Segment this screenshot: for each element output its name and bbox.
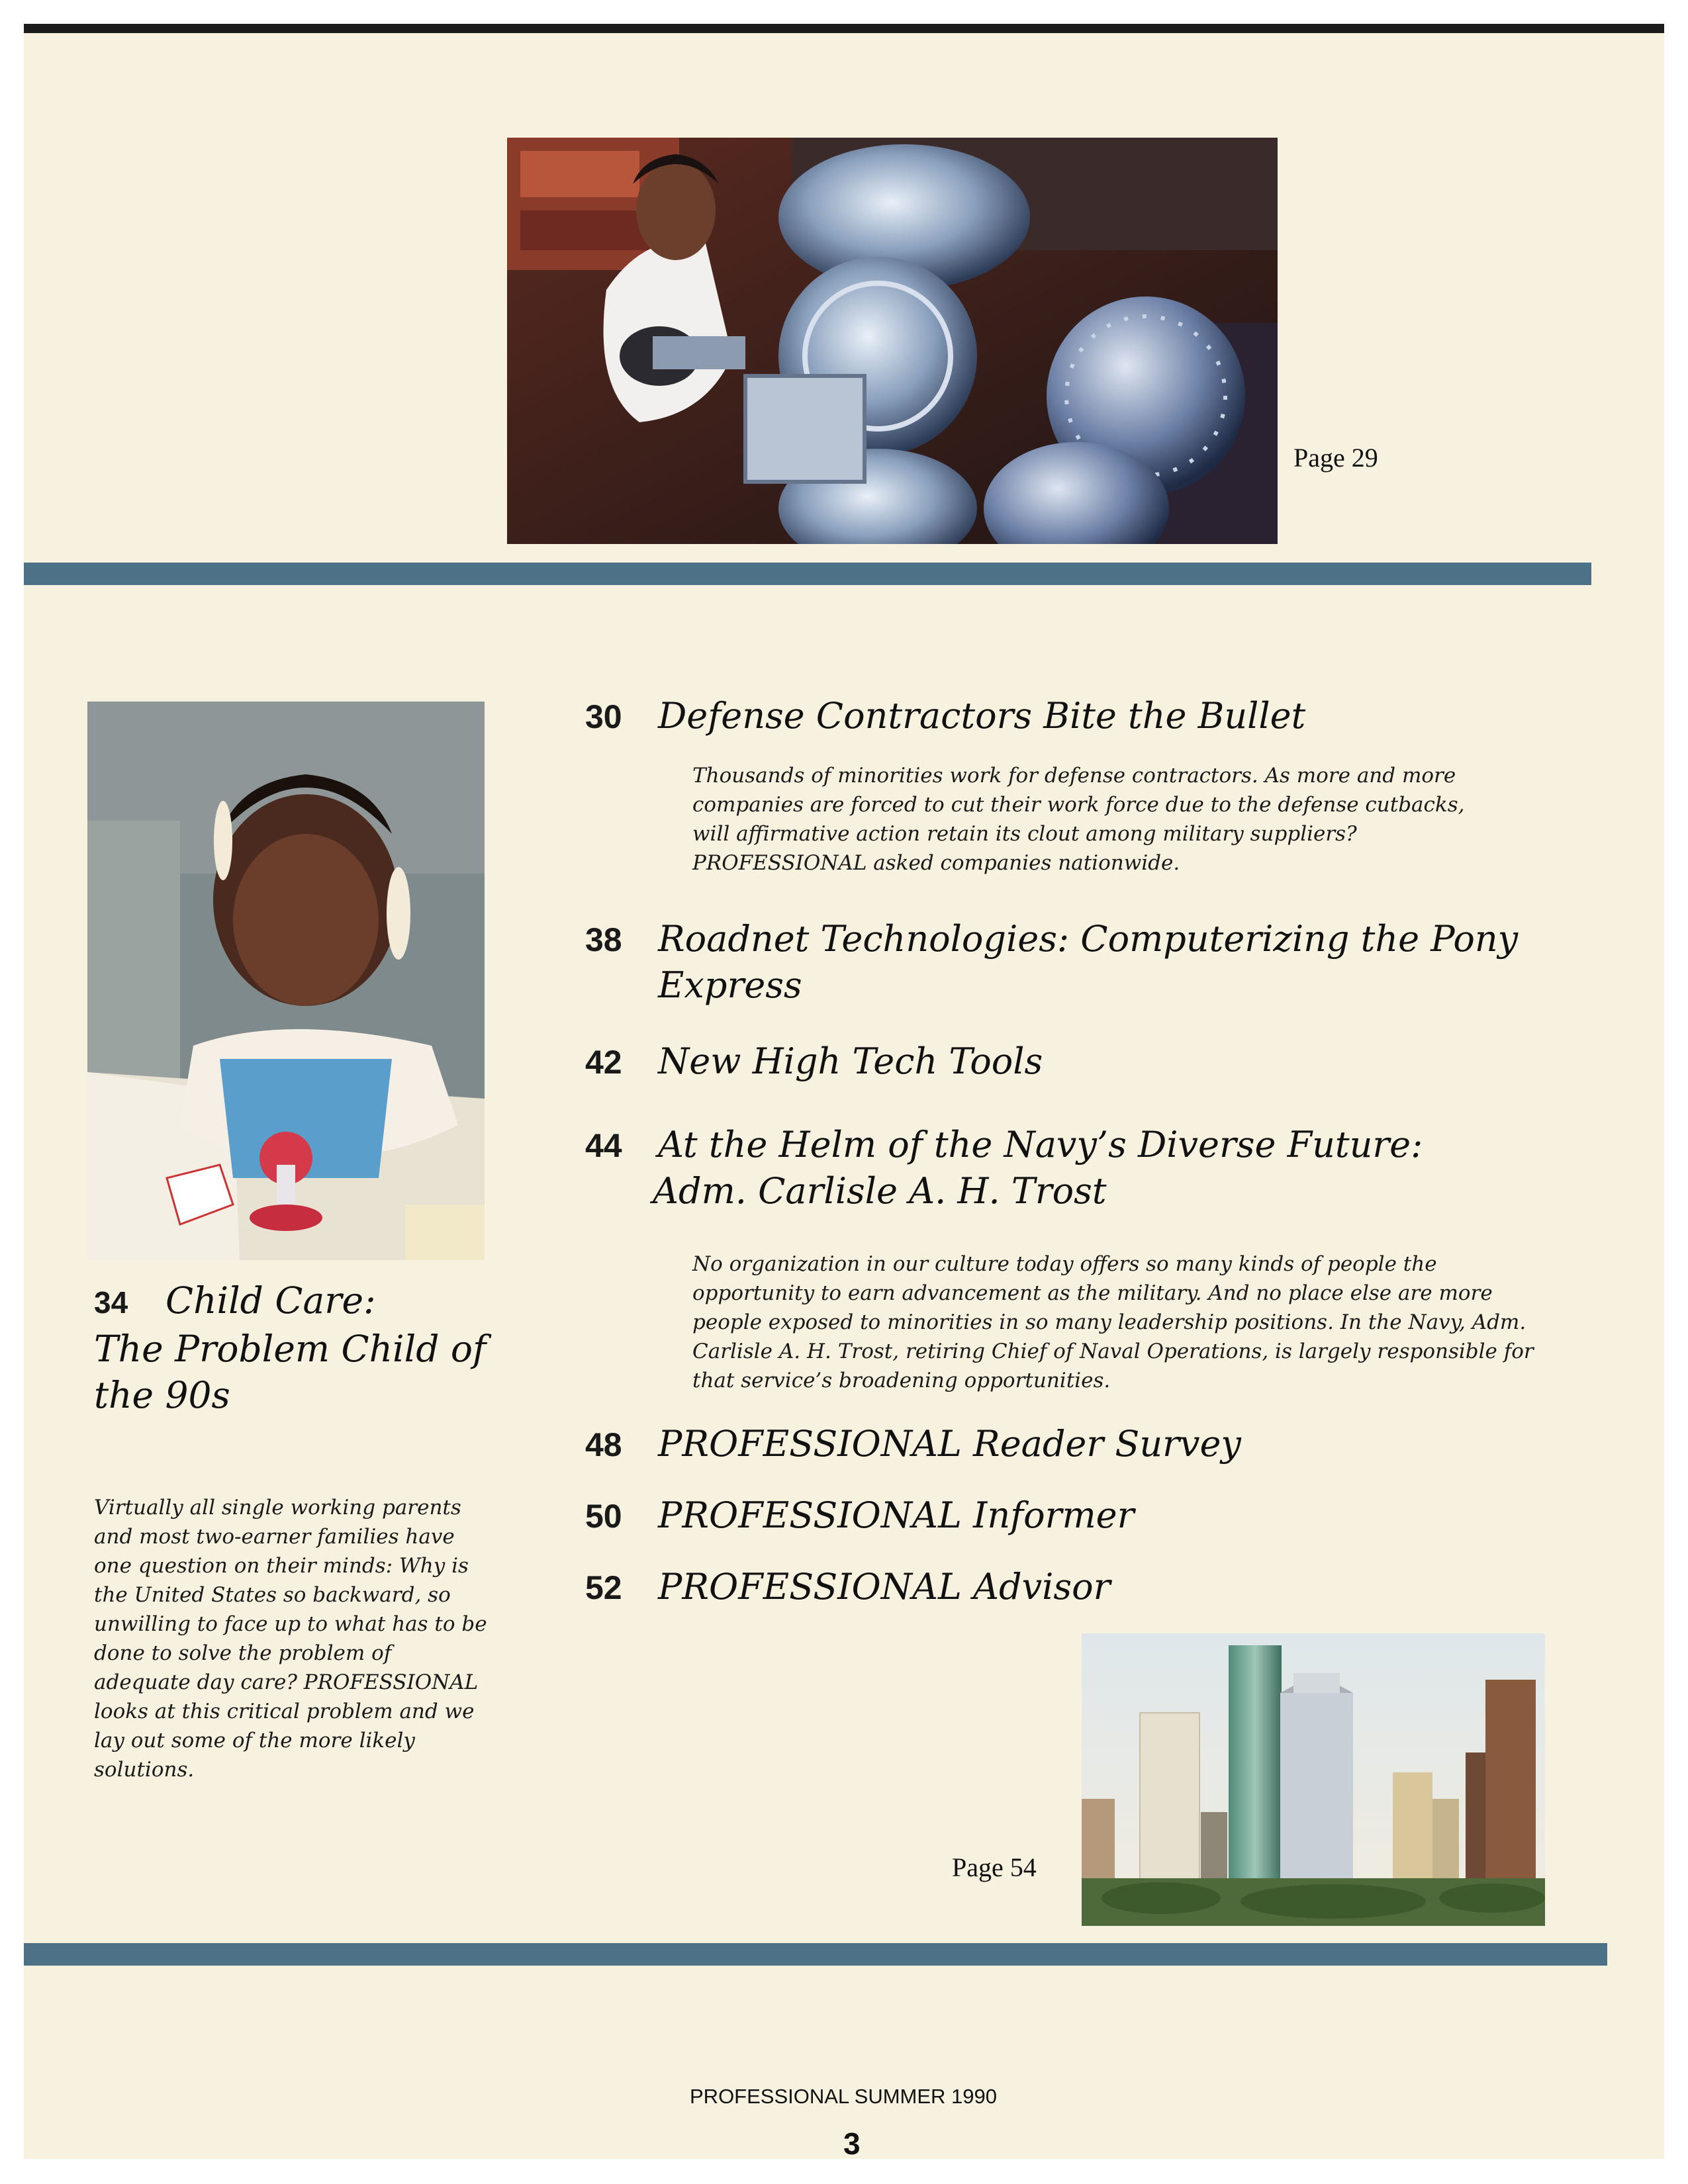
toc-entry-44[interactable]: 44 At the Helm of the Navy’s Diverse Future: (585, 1124, 1423, 1165)
toc-entry-30[interactable]: 30 Defense Contractors Bite the Bullet (585, 695, 1306, 737)
side-feature-title-line2: The Problem Child of (94, 1328, 487, 1370)
magazine-page (24, 24, 1664, 2159)
bottom-photo-caption: Page 54 (952, 1852, 1037, 1882)
side-feature-blurb: Virtually all single working parents and most two-earner families have one question on their minds: Why is the United States so backward, so unwilling to face up to what has to be done to solve the problem of adequate day care? PROFESSIONAL looks at this critical problem and we lay out some of the more likely solutions. (94, 1496, 487, 1782)
lower-divider-rule (24, 1943, 1607, 1966)
lab-photo (507, 138, 1278, 544)
toc-entry-48[interactable]: 48 PROFESSIONAL Reader Survey (585, 1423, 1241, 1465)
upper-divider-rule (24, 563, 1591, 585)
child-photo (87, 702, 485, 1260)
side-feature-title-line1: 34 Child Care: (94, 1277, 518, 1326)
side-feature-title-line3: the 90s (94, 1374, 230, 1416)
toc-entry-38-title-line2: Express (658, 964, 802, 1006)
publication-line: PROFESSIONAL SUMMER 1990 (690, 2085, 997, 2108)
toc-entry-50[interactable]: 50 PROFESSIONAL Informer (585, 1494, 1135, 1536)
side-feature-title (94, 1277, 518, 1418)
skyline-photo (1082, 1633, 1545, 1926)
top-photo-caption: Page 29 (1293, 443, 1378, 473)
toc-entry-52[interactable]: 52 PROFESSIONAL Advisor (585, 1566, 1111, 1608)
toc-entry-44-blurb: No organization in our culture today offers so many kinds of people the opportunity to earn advancement as the military. And no place else are more people exposed to minorities in so many leadership positions. In the Navy, Adm. Carlisle A. H. Trost, retiring Chief of Naval Operations, is largely responsible for that service’s broadening opportunities. (692, 1252, 1534, 1392)
toc-entry-44-title-line2: Adm. Carlisle A. H. Trost (653, 1170, 1107, 1212)
side-feature-number: 34 (94, 1285, 128, 1320)
page-number: 3 (843, 2126, 861, 2159)
toc-entry-30-blurb: Thousands of minorities work for defense contractors. As more and more companies are forced to cut their work force due to the defense cutbacks, will affirmative action retain its clout among military suppliers? PROFESSIONAL asked companies nationwide. (692, 764, 1465, 875)
toc-entry-38[interactable]: 38 Roadnet Technologies: Computerizing the Pony (585, 918, 1519, 960)
toc-entry-42[interactable]: 42 New High Tech Tools (585, 1040, 1043, 1082)
